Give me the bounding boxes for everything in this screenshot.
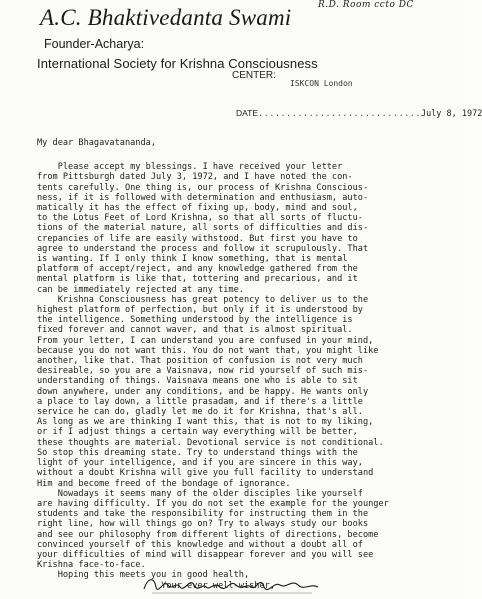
handwritten-note: R.D. Room ccto DC <box>318 0 414 10</box>
date-label: DATE <box>236 108 259 118</box>
letter-line: tents carefully. One thing is, our process of Krishna Conscious- <box>37 182 369 193</box>
letter-line: right line, how will things go on? Try to always study our books <box>37 519 369 530</box>
letterhead-name: A.C. Bhaktivedanta Swami <box>40 5 292 30</box>
letter-line: because you do not want this. You do not want that, you might like <box>37 345 379 356</box>
letter-line: ness, if it is followed with determination and enthusiasm, auto- <box>37 192 369 203</box>
letter-line: to the Lotus Feet of Lord Krishna, so that all sorts of fluctu- <box>37 213 363 224</box>
letter-line: From your letter, I can understand you are confused in your mind, <box>37 335 374 346</box>
letter-line: can be immediately rejected at any time. <box>37 284 244 295</box>
letter-line: Please accept my blessings. I have received your letter <box>37 162 343 173</box>
founder-title: Founder-Acharya: <box>44 37 145 51</box>
letter-line: tions of the material nature, all sorts of difficulties and dis- <box>37 223 369 234</box>
letter-line: crepancies of life are easily withstood. But first you have to <box>37 233 358 244</box>
letter-paragraphs <box>37 162 457 570</box>
letter-line: from Pittsburgh dated July 3, 1972, and I have noted the con- <box>37 172 353 183</box>
center-value: ISKCON London <box>290 79 353 88</box>
closing-greeting: Hoping this meets you in good health, <box>37 570 250 581</box>
date-value: July 8, 1972 <box>420 109 482 119</box>
letter-line: mental platform is like that, tottering and precarious, and it <box>37 274 358 285</box>
letter-line: students and take the responsibility for instructing them in the <box>37 509 369 520</box>
letter-line: fixed forever and cannot waver, and that is almost spiritual. <box>37 325 353 336</box>
letter-line: service he can do, gladly let me do it for Krishna, that's all. <box>37 407 363 418</box>
letter-line: convinced yourself of this knowledge and without a doubt all of <box>37 539 363 550</box>
date-line: DATE.............................July 8, 1972 <box>236 108 482 119</box>
center-label: CENTER: <box>232 70 276 81</box>
letter-body <box>37 138 457 591</box>
letter-line: your difficulties of mind will disappear forever and you will see <box>37 549 374 560</box>
letter-line: is wanting. If I only think I know something, that is mental <box>37 254 348 265</box>
letter-line: without a doubt Krishna will give you full facility to understand <box>37 468 374 479</box>
letter-line: highest platform of perfection, but only if it is understood by <box>37 305 363 316</box>
letter-line: Krishna Consciousness has great potency to deliver us to the <box>37 294 369 305</box>
letter-line: a place to lay down, a little prasadam, and if there's a little <box>37 396 363 407</box>
letter-line: agree to understand the process and follow it scrupulously. That <box>37 243 369 254</box>
letter-line: matically it has the effect of fixing up, body, mind and soul, <box>37 203 358 214</box>
letter-line: understanding of things. Vaisnava means one who is able to sit <box>37 376 358 387</box>
closing-signoff: Your ever well-wisher, <box>37 580 275 591</box>
letter-line: platform of accept/reject, and any knowledge gathered from the <box>37 264 358 275</box>
letter-line: So stop this dreaming state. Try to understand things with the <box>37 447 358 458</box>
letter-line: light of your intelligence, and if you are sincere in this way, <box>37 458 363 469</box>
letter-line: down anywhere, under any conditions, and be happy. He wants only <box>37 386 369 397</box>
letter-line: desireable, so you are a Vaisnava, now rid yourself of such mis- <box>37 366 369 377</box>
salutation: My dear Bhagavatananda, <box>37 138 156 148</box>
letter-line: are having difficulty. If you do not set the example for the younger <box>37 498 389 509</box>
letter-line: another, like that. That position of confusion is not very much <box>37 356 363 367</box>
letter-line: and see our philosophy from different lights of directions, become <box>37 529 379 540</box>
letter-line: As long as we are thinking I want this, that is not to my liking, <box>37 417 374 428</box>
letter-line: or if I adjust things a certain way everything will be better, <box>37 427 358 438</box>
society-name: International Society for Krishna Consciousness <box>37 56 318 71</box>
letter-line: Krishna face-to-face. <box>37 560 146 571</box>
letter-line: these thoughts are material. Devotional service is not conditional. <box>37 437 384 448</box>
letter-line: the intelligence. Something understood by the intelligence is <box>37 315 353 326</box>
handwritten-signature <box>142 573 322 597</box>
letter-line: Nowadays it seems many of the older disciples like yourself <box>37 488 363 499</box>
letter-line: Him and become freed of the bondage of ignorance. <box>37 478 291 489</box>
